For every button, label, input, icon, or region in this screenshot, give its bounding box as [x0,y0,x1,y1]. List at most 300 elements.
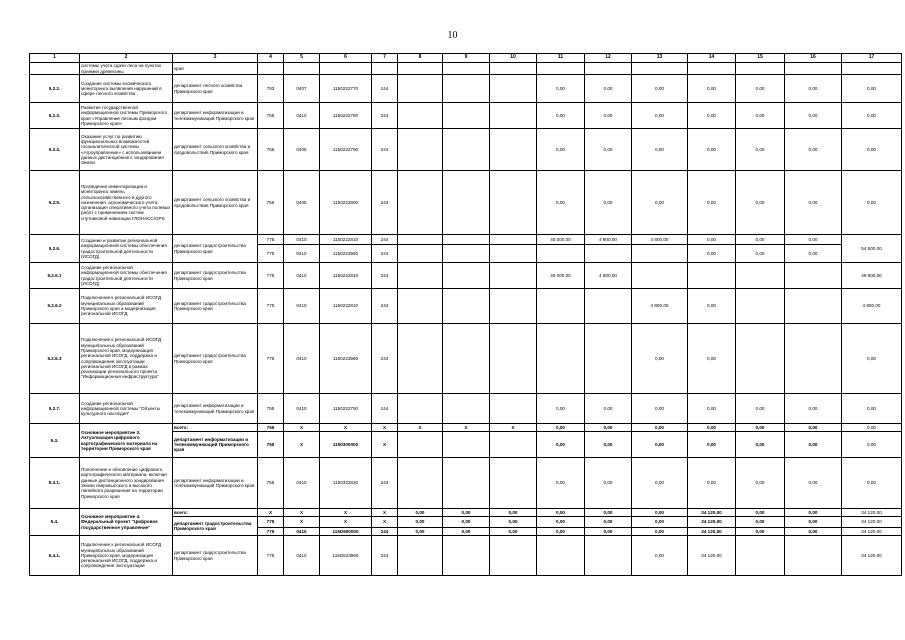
cell-c16: 0,00 [785,517,842,528]
cell-c10 [490,245,537,263]
cell-c14: 0,00 [688,289,736,324]
row-executor: департамент сельского хозяйства и продовольствия Приморского края [173,129,258,171]
cell-csr: 1150223960 [320,245,372,263]
cell-rz: X [284,517,320,528]
cell-c17: 0,00 [842,171,902,235]
cell-c10 [490,394,537,424]
table-row [30,171,902,235]
cell-c8 [398,263,443,289]
row-executor: департамент градостроительства Приморского края [173,289,258,324]
cell-c14: 34 120,00 [688,517,736,528]
cell-c17: 0,00 [842,324,902,394]
cell-vr: X [372,517,398,528]
cell-c13 [632,245,688,263]
cell-c8: 0,00 [398,528,443,536]
cell-c11 [537,536,585,576]
cell-rz: 0410 [284,245,320,263]
cell-rz: X [284,432,320,458]
cell-c14: 0,00 [688,432,736,458]
page-number: 10 [447,30,458,41]
cell-c17 [842,63,902,75]
cell-c10 [490,75,537,103]
column-header: 5 [284,54,320,63]
table-row [30,103,902,129]
cell-c17: 0,00 [842,458,902,509]
cell-c12: 0,00 [585,394,632,424]
cell-c12: 0,00 [585,528,632,536]
cell-c15: 0,00 [736,235,785,245]
cell-c16: 0,00 [785,394,842,424]
cell-c11: 0,00 [537,75,585,103]
cell-grbs: 755 [258,458,284,509]
cell-c11 [537,324,585,394]
row-name: Основное мероприятие 4. Федеральный проект "Цифровое государственное управление" [80,509,173,536]
cell-csr: 1150222780 [320,103,372,129]
column-header: 7 [372,54,398,63]
cell-vr: 244 [372,235,398,245]
cell-c16: 0,00 [785,245,842,263]
row-name: Создание региональной информационной системы "Объекты культурного наследия" [80,394,173,424]
cell-rz: 0405 [284,171,320,235]
cell-vr: 244 [372,129,398,171]
cell-c15: 0,00 [736,528,785,536]
cell-c14: 0,00 [688,424,736,432]
cell-c17: 0,00 [842,432,902,458]
cell-c12: 4 800,00 [585,235,632,245]
row-executor: департамент градостроительства Приморского края [173,324,258,394]
row-name: Создание системы космического мониторинга выявления нарушений в сфере лесного хозяйства [80,75,173,103]
cell-c8 [398,458,443,509]
row-number: 5.2.6.2 [30,289,80,324]
cell-c9 [443,432,490,458]
cell-c16: 0,00 [785,424,842,432]
cell-c11: 0,00 [537,424,585,432]
cell-c14: 0,00 [688,103,736,129]
cell-c17: 0,00 [842,424,902,432]
cell-c10: X [490,424,537,432]
cell-csr: X [320,509,372,517]
cell-c15: 0,00 [736,432,785,458]
table-row [30,536,902,576]
cell-c14: 34 120,00 [688,528,736,536]
cell-c9: 0,00 [443,509,490,517]
cell-c16: 0,00 [785,432,842,458]
cell-c13: 0,00 [632,324,688,394]
cell-vr: 244 [372,171,398,235]
cell-c16: 0,00 [785,75,842,103]
cell-c15 [736,263,785,289]
row-number: 5.4. [30,509,80,536]
cell-c10 [490,103,537,129]
cell-c8 [398,289,443,324]
row-name: Создание региональной информационной системы обеспечения градостроительной деятельности (ИСОГД) [80,263,173,289]
header-row [30,54,902,63]
cell-c12 [585,63,632,75]
table-row [30,75,902,103]
cell-vr: 244 [372,324,398,394]
cell-csr: 1150222810 [320,289,372,324]
cell-csr: 1150322820 [320,458,372,509]
cell-grbs: 756 [258,129,284,171]
cell-csr: 1150222800 [320,171,372,235]
cell-rz: 0410 [284,235,320,245]
cell-c9 [443,63,490,75]
cell-grbs: 775 [258,235,284,245]
cell-c8 [398,536,443,576]
table-row [30,235,902,245]
cell-c8 [398,75,443,103]
cell-c12: 0,00 [585,171,632,235]
cell-c8 [398,103,443,129]
cell-c10: 0,00 [490,509,537,517]
cell-c16: 0,00 [785,458,842,509]
cell-csr: 115D600000 [320,528,372,536]
cell-c13: 0,00 [632,458,688,509]
cell-c14 [688,263,736,289]
cell-c10 [490,263,537,289]
cell-c17: 0,00 [842,129,902,171]
cell-c17: 34 120,00 [842,517,902,528]
cell-c13: 4 800,00 [632,235,688,245]
cell-c15: 0,00 [736,129,785,171]
cell-vr: 244 [372,536,398,576]
cell-c9: X [443,424,490,432]
row-executor: департамент градостроительства Приморского края [173,263,258,289]
cell-c10 [490,458,537,509]
cell-vr: 244 [372,75,398,103]
table-row [30,263,902,289]
cell-c9: 0,00 [443,528,490,536]
cell-c8 [398,235,443,245]
row-number: 5.2.5. [30,171,80,235]
column-header: 14 [688,54,736,63]
cell-c8 [398,324,443,394]
cell-c13: 0,00 [632,536,688,576]
cell-grbs: 763 [258,75,284,103]
cell-c14: 0,00 [688,245,736,263]
cell-c16 [785,536,842,576]
cell-c12: 0,00 [585,432,632,458]
column-header: 1 [30,54,80,63]
cell-c14: 0,00 [688,458,736,509]
row-number: 5.3.1. [30,458,80,509]
column-header: 6 [320,54,372,63]
cell-c11 [537,289,585,324]
cell-rz: 0405 [284,129,320,171]
cell-c12: 0,00 [585,129,632,171]
cell-c10 [490,171,537,235]
row-number: 5.2.4. [30,129,80,171]
row-name: Подключение к региональной ИСОГД муниципальных образований Приморского края, модернизация региональной ИСОГД, поддержка и сопровождение эксплуатации [80,536,173,576]
cell-c11: 0,00 [537,509,585,517]
cell-c13: 0,00 [632,517,688,528]
cell-c10 [490,63,537,75]
column-header: 11 [537,54,585,63]
row-name: Оказание услуг по развитию функциональных возможностей госаналитической системы «Агроуправление» с использованием данных дистанционного зондирования Земли [80,129,173,171]
cell-rz: 0410 [284,394,320,424]
cell-c15 [736,536,785,576]
cell-csr [320,63,372,75]
cell-c17: 4 800,00 [842,289,902,324]
cell-rz: 0410 [284,536,320,576]
row-executor: департамент информатизации и телекоммуникаций Приморского края [173,394,258,424]
cell-vr: X [372,432,398,458]
cell-c13: 0,00 [632,509,688,517]
row-number: 5.2.6.1 [30,263,80,289]
cell-c10: 0,00 [490,528,537,536]
cell-c13: 0,00 [632,528,688,536]
cell-c16 [785,324,842,394]
cell-c14: 0,00 [688,129,736,171]
cell-c11 [537,245,585,263]
cell-c15: 0,00 [736,394,785,424]
cell-c13: 0,00 [632,129,688,171]
cell-c15 [736,289,785,324]
cell-c14: 0,00 [688,324,736,394]
cell-csr: 1150222790 [320,129,372,171]
cell-c14 [688,63,736,75]
cell-csr: 1150222810 [320,235,372,245]
cell-c11: 0,00 [537,394,585,424]
cell-c12: 0,00 [585,75,632,103]
cell-vr: 244 [372,103,398,129]
cell-c16: 0,00 [785,171,842,235]
cell-c14: 0,00 [688,235,736,245]
table-row [30,394,902,424]
cell-c12: 0,00 [585,458,632,509]
cell-c13 [632,63,688,75]
cell-csr: 1150223960 [320,324,372,394]
row-number: 5.2.3. [30,103,80,129]
cell-c11: 0,00 [537,103,585,129]
cell-c12: 0,00 [585,424,632,432]
row-executor: края [173,63,258,75]
cell-c11: 0,00 [537,432,585,458]
cell-c12 [585,324,632,394]
cell-c9 [443,129,490,171]
column-header: 12 [585,54,632,63]
cell-rz [284,63,320,75]
row-number [30,63,80,75]
cell-c12 [585,245,632,263]
cell-c13 [632,263,688,289]
cell-grbs: 775 [258,528,284,536]
cell-vr [372,63,398,75]
cell-c9 [443,75,490,103]
cell-c15: 0,00 [736,171,785,235]
cell-c10 [490,432,537,458]
column-header: 13 [632,54,688,63]
cell-c16 [785,63,842,75]
row-executor: департамент лесного хозяйства Приморского края [173,75,258,103]
cell-vr: 244 [372,394,398,424]
cell-c13: 0,00 [632,103,688,129]
row-executor: департамент информатизации и телекоммуникаций Приморского края [173,103,258,129]
cell-c14: 0,00 [688,394,736,424]
row-name: системы учета сдачи леса на пунктах приемки древесины [80,63,173,75]
cell-c11 [537,63,585,75]
row-executor: департамент градостроительства Приморского края [173,235,258,263]
cell-c13: 4 800,00 [632,289,688,324]
cell-c10 [490,324,537,394]
cell-c14: 0,00 [688,75,736,103]
cell-c12: 0,00 [585,103,632,129]
cell-c12: 0,00 [585,517,632,528]
cell-c14: 0,00 [688,171,736,235]
cell-grbs: 755 [258,103,284,129]
cell-c13: 0,00 [632,432,688,458]
cell-c12: 4 800,00 [585,263,632,289]
row-number: 5.2.6.3 [30,324,80,394]
row-name: Проведение инвентаризации и мониторинга земель сельскохозяйственного и другого назначения, агрономического учета, организация оперативного учета полевых работ с применением систем спутниковой навигации ГЛОНАСС/GPS [80,171,173,235]
cell-c8 [398,171,443,235]
cell-csr: X [320,517,372,528]
cell-rz: 0410 [284,289,320,324]
cell-csr: X [320,424,372,432]
cell-c13: 0,00 [632,171,688,235]
cell-c8 [398,394,443,424]
cell-csr: 1150222810 [320,263,372,289]
cell-c11: 45 000,00 [537,263,585,289]
row-executor: всего: [173,509,258,517]
cell-c8 [398,63,443,75]
cell-vr: 244 [372,458,398,509]
cell-c9 [443,324,490,394]
table-row [30,63,902,75]
cell-c15 [736,63,785,75]
table-row [30,424,902,432]
cell-grbs: 775 [258,263,284,289]
table-row [30,458,902,509]
cell-c11: 0,00 [537,129,585,171]
cell-rz: X [284,509,320,517]
column-header: 8 [398,54,443,63]
row-name: Подключение к региональной ИСОГД муниципальных образований Приморского края, модернизация региональной ИСОГД, поддержка и сопровождение эксплуатации региональной ИСОГД в рамках реализации регионального проекта "Информационная инфраструктура" [80,324,173,394]
cell-grbs: 755 [258,432,284,458]
row-name: Подключение к региональной ИСОГД муниципальных образований Приморского края и модернизация региональной ИСОГД [80,289,173,324]
cell-rz: X [284,424,320,432]
cell-rz: 0410 [284,528,320,536]
row-name: Пополнение и обновление цифрового картографического материала, включая данные дистанционного зондирования Земли сверхвысокого и высокого линейного разрешения на территории Приморского края [80,458,173,509]
cell-csr: 1150300000 [320,432,372,458]
cell-c10 [490,289,537,324]
cell-csr: 1150222750 [320,394,372,424]
cell-c11: 45 000,00 [537,235,585,245]
cell-c16 [785,289,842,324]
cell-c16 [785,263,842,289]
cell-c9 [443,289,490,324]
cell-c9 [443,536,490,576]
cell-vr: 244 [372,263,398,289]
cell-c17: 34 120,00 [842,528,902,536]
row-executor: департамент информатизации и телекоммуникаций Приморского края [173,458,258,509]
cell-c8: 0,00 [398,509,443,517]
cell-csr: 115D623960 [320,536,372,576]
cell-c10 [490,536,537,576]
cell-vr: X [372,424,398,432]
column-header: 16 [785,54,842,63]
cell-grbs: 775 [258,324,284,394]
cell-csr: 1150222770 [320,75,372,103]
column-header: 3 [173,54,258,63]
column-header: 9 [443,54,490,63]
cell-c8 [398,432,443,458]
cell-grbs: 775 [258,536,284,576]
row-number: 5.4.1. [30,536,80,576]
cell-c16: 0,00 [785,129,842,171]
cell-rz: 0410 [284,103,320,129]
cell-c15 [736,324,785,394]
column-header: 15 [736,54,785,63]
column-header: 10 [490,54,537,63]
cell-grbs: X [258,509,284,517]
cell-c9 [443,458,490,509]
table-row [30,289,902,324]
row-name: Развитие государственной информационной системы Приморского края «Управление лесным фондом Приморского края» [80,103,173,129]
column-header: 2 [80,54,173,63]
cell-c15: 0,00 [736,458,785,509]
budget-table [29,53,902,576]
cell-rz: 0410 [284,263,320,289]
cell-c8 [398,129,443,171]
cell-c13: 0,00 [632,75,688,103]
row-name: Основное мероприятие 3. Актуализация цифрового картографического материала на территории Приморского края [80,424,173,458]
cell-c8: 0,00 [398,517,443,528]
cell-c17: 34 120,00 [842,509,902,517]
cell-c15: 0,00 [736,75,785,103]
cell-vr: 244 [372,528,398,536]
cell-c9 [443,171,490,235]
cell-c15: 0,00 [736,517,785,528]
cell-c11: 0,00 [537,171,585,235]
cell-c15: 0,00 [736,424,785,432]
cell-c9 [443,394,490,424]
cell-c9 [443,263,490,289]
cell-rz: 0410 [284,324,320,394]
cell-c16: 0,00 [785,103,842,129]
cell-c17: 0,00 [842,75,902,103]
column-header: 17 [842,54,902,63]
cell-c11: 0,00 [537,517,585,528]
cell-c17: 34 120,00 [842,536,902,576]
column-header: 4 [258,54,284,63]
cell-grbs: 756 [258,171,284,235]
cell-c17: 49 800,00 [842,263,902,289]
cell-c12 [585,536,632,576]
row-number: 5.3. [30,424,80,458]
cell-c10: 0,00 [490,517,537,528]
table-row [30,129,902,171]
cell-c16: 0,00 [785,235,842,245]
cell-c10 [490,235,537,245]
cell-c14: 34 120,00 [688,536,736,576]
cell-c16: 0,00 [785,509,842,517]
row-executor: департамент градостроительства Приморского края [173,517,258,536]
table-row [30,509,902,517]
cell-grbs: 755 [258,424,284,432]
cell-grbs: 775 [258,245,284,263]
cell-c15: 0,00 [736,245,785,263]
cell-vr: 244 [372,289,398,324]
cell-c15: 0,00 [736,509,785,517]
row-number: 5.2.7. [30,394,80,424]
cell-c16: 0,00 [785,528,842,536]
cell-c8: X [398,424,443,432]
cell-vr: 244 [372,245,398,263]
cell-rz: 0410 [284,458,320,509]
cell-c10 [490,129,537,171]
cell-c17: 0,00 [842,394,902,424]
